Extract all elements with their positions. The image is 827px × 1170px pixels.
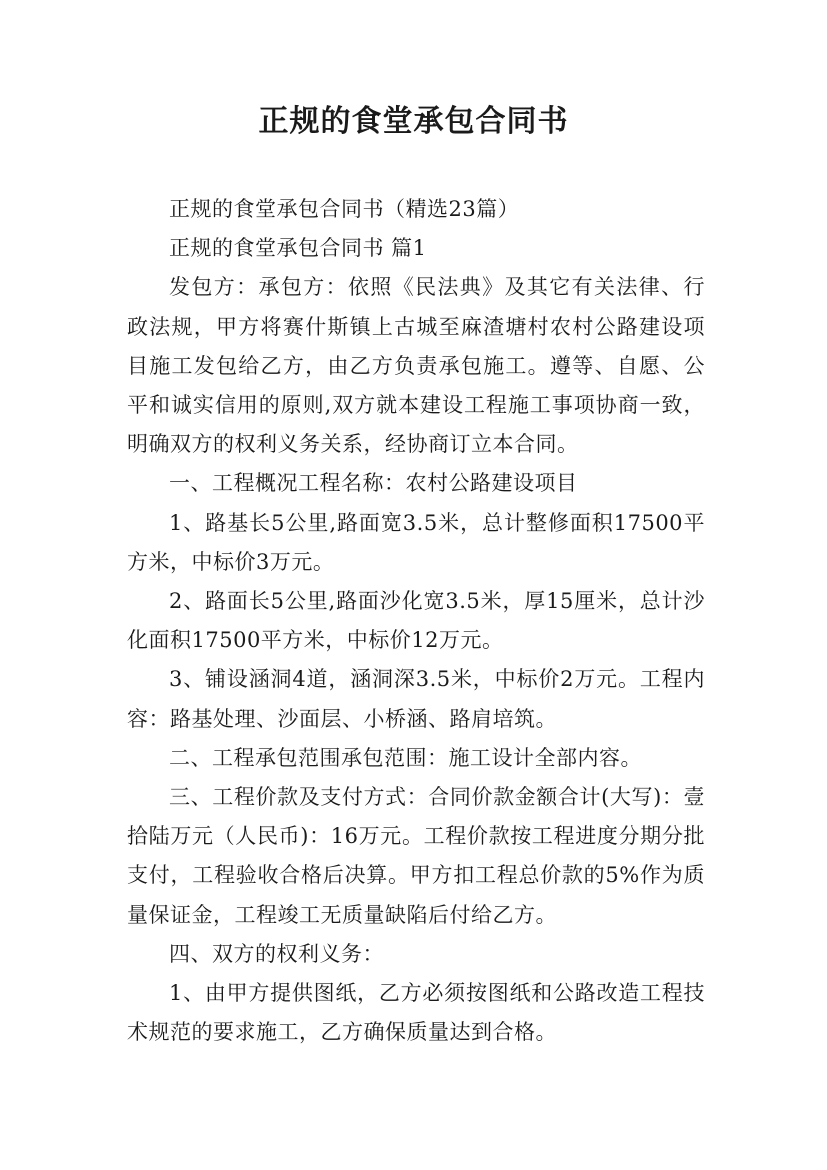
paragraph-scope: 二、工程承包范围承包范围：施工设计全部内容。	[169, 745, 642, 770]
document-body	[127, 190, 705, 1052]
document-title: 正规的食堂承包合同书	[258, 104, 569, 139]
paragraph-section-heading: 正规的食堂承包合同书 篇1	[169, 236, 427, 261]
paragraph-intro: 发包方：承包方：依照《民法典》及其它有关法律、行政法规，甲方将赛什斯镇上古城至麻渣塘村农村公路建设项目施工发包给乙方，由乙方负责承包施工。遵等、自愿、公平和诚实信用的原则,双方就本建设工程施工事项协商一致，明确双方的权利义务关系，经协商订立本合同。	[127, 275, 705, 457]
paragraph-item-1: 1、路基长5公里,路面宽3.5米，总计整修面积17500平方米，中标价3万元。	[127, 510, 705, 574]
paragraph-payment: 三、工程价款及支付方式：合同价款金额合计(大写)：壹拾陆万元（人民币)：16万元。工程价款按工程进度分期分批支付，工程验收合格后决算。甲方扣工程总价款的5%作为质量保证金，工程竣工无质量缺陷后付给乙方。	[127, 785, 705, 927]
paragraph-item-2: 2、路面长5公里,路面沙化宽3.5米，厚15厘米，总计沙化面积17500平方米，中标价12万元。	[127, 589, 705, 653]
paragraph-project-overview: 一、工程概况工程名称：农村公路建设项目	[169, 471, 578, 496]
paragraph-rights-heading: 四、双方的权利义务：	[169, 941, 384, 966]
paragraph-subtitle: 正规的食堂承包合同书（精选23篇）	[169, 197, 520, 221]
paragraph-item-3: 3、铺设涵洞4道，涵洞深3.5米，中标价2万元。工程内容：路基处理、沙面层、小桥涵、路肩培筑。	[127, 667, 705, 731]
paragraph-rights-item-1: 1、由甲方提供图纸，乙方必须按图纸和公路改造工程技术规范的要求施工，乙方确保质量达到合格。	[127, 981, 705, 1045]
